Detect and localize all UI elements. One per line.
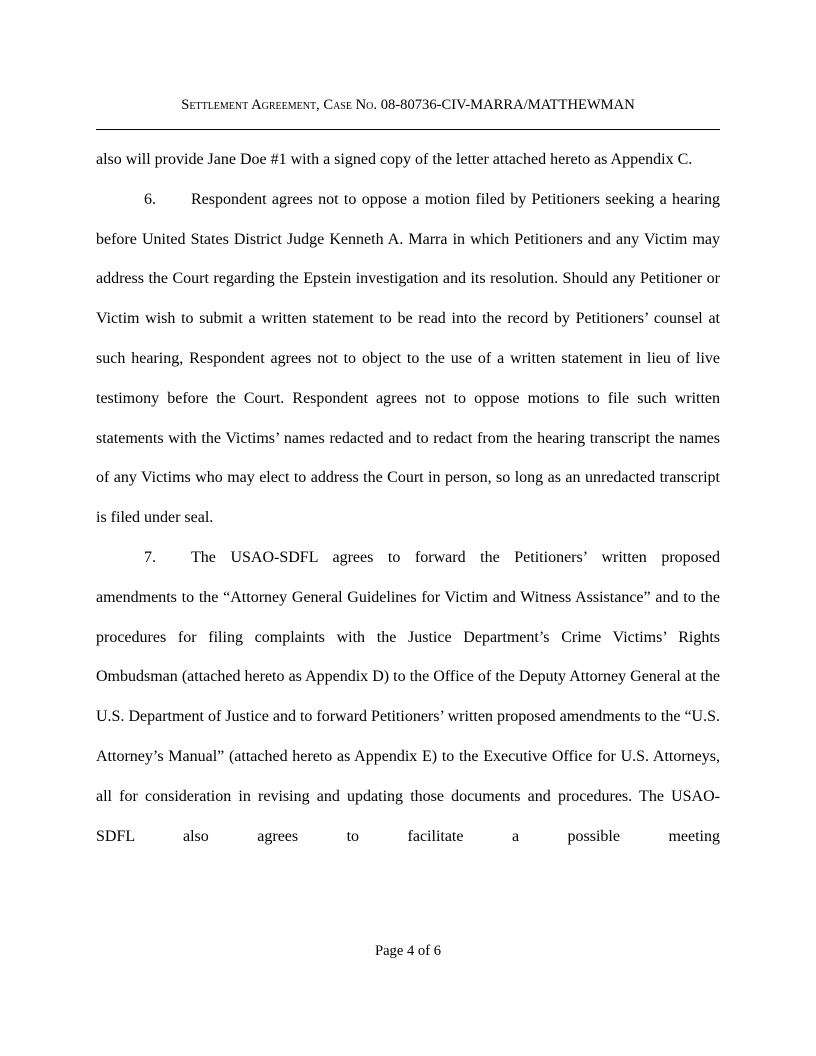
paragraph-text: also will provide Jane Doe #1 with a signed copy of the letter attached hereto as Appendix C. [96, 151, 693, 168]
paragraph-number: 6. [144, 190, 156, 208]
header-title: Settlement Agreement, Case No. [181, 97, 378, 113]
paragraph-7 [96, 538, 720, 856]
paragraph-6 [96, 180, 720, 538]
document-body [96, 140, 720, 856]
document-page [96, 0, 720, 1056]
paragraph-continuation [96, 140, 720, 180]
page-number: Page 4 of 6 [374, 943, 442, 959]
paragraph-number: 7. [144, 548, 156, 566]
paragraph-text: Respondent agrees not to oppose a motion filed by Petitioners seeking a hearing before United States District Judge Kenneth A. Marra in which Petitioners and any Victim may address the Court regarding the Epstein investigation and its resolution. Should any Petitioner or Victim wish to submit a written statement to be read into the record by Petitioners’ counsel at such hearing, Respondent agrees not to object to the use of a written statement in lieu of live testimony before the Court. Respondent agrees not to oppose motions to file such written statements with the Victims’ names redacted and to redact from the hearing transcript the names of any Victims who may elect to address the Court in person, so long as an unredacted transcript is filed under seal. [96, 190, 720, 527]
page-footer [96, 941, 720, 961]
header-divider [96, 129, 720, 130]
paragraph-text: The USAO-SDFL agrees to forward the Petitioners’ written proposed amendments to the “Attorney General Guidelines for Victim and Witness Assistance” and to the procedures for filing complaints with the Justice Department’s Crime Victims’ Rights Ombudsman (attached hereto as Appendix D) to the Office of the Deputy Attorney General at the U.S. Department of Justice and to forward Petitioners’ written proposed amendments to the “U.S. Attorney’s Manual” (attached hereto as Appendix E) to the Executive Office for U.S. Attorneys, all for consideration in revising and updating those documents and procedures. The USAO-SDFL also agrees to facilitate a possible meeting [96, 548, 721, 845]
header-case-number: 08-80736-CIV-MARRA/MATTHEWMAN [380, 97, 635, 113]
running-header [96, 96, 720, 114]
